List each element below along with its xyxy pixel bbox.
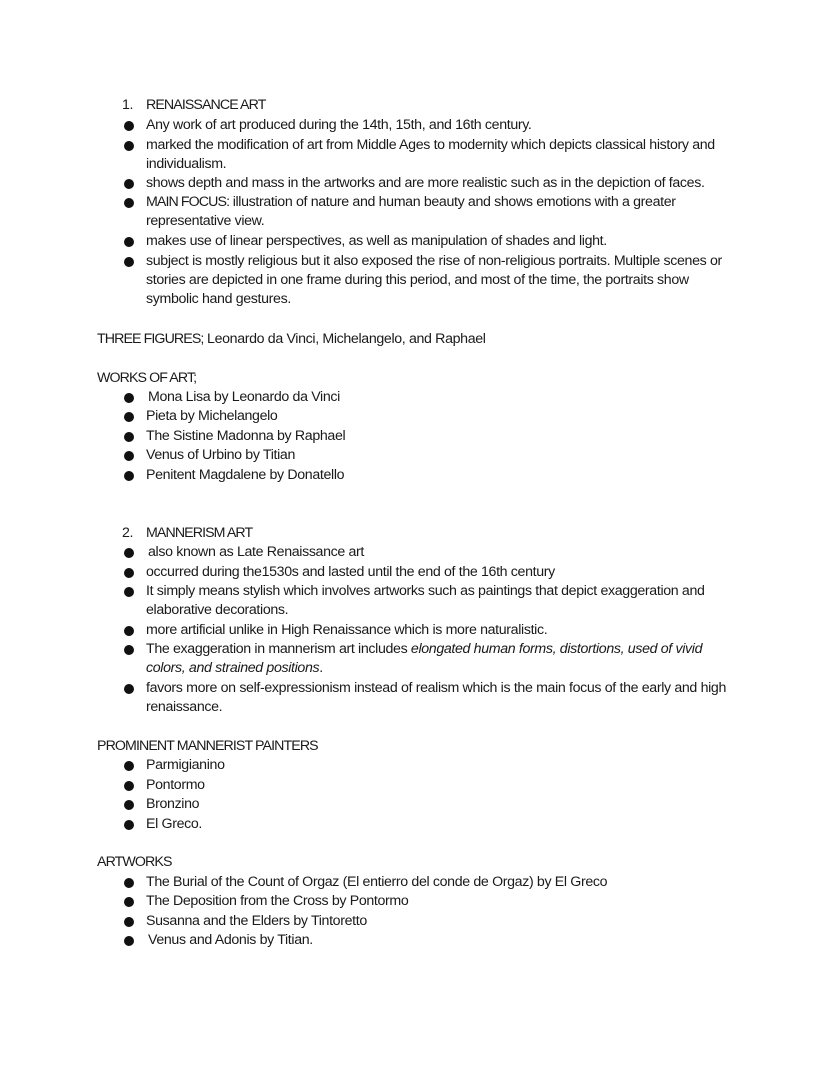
bullet-icon [124, 179, 134, 189]
bullet-icon [124, 917, 134, 927]
list-item: Venus and Adonis by Titian. [148, 932, 313, 948]
bullet-icon [124, 237, 134, 247]
list-item: occurred during the1530s and lasted until the end of the 16th century [146, 564, 555, 580]
bullet-icon [124, 198, 134, 208]
list-item: shows depth and mass in the artworks and are more realistic such as in the depiction of faces. [146, 175, 705, 191]
bullet-icon [124, 684, 134, 694]
bullet-icon [124, 412, 134, 422]
list-item: Parmigianino [146, 757, 225, 773]
three-figures-text: Leonardo da Vinci, Michelangelo, and Raphael [203, 331, 486, 347]
bullet-icon [124, 626, 134, 636]
main-focus-label: MAIN FOCUS: [146, 194, 230, 210]
bullet-icon [124, 257, 134, 267]
works-of-art-label: WORKS OF ART; [97, 370, 197, 386]
list-item: Bronzino [146, 796, 200, 812]
list-item: subject is mostly religious but it also exposed the rise of non-religious portraits. Multiple scenes or stories are depicted in one frame during this period, and most of the time, the portraits show symbolic hand gestures. [146, 253, 722, 307]
section-title: MANNERISM ART [146, 525, 253, 541]
list-item: makes use of linear perspectives, as well as manipulation of shades and light. [146, 233, 607, 249]
list-item: Mona Lisa by Leonardo da Vinci [148, 389, 340, 405]
list-item: Penitent Magdalene by Donatello [146, 467, 345, 483]
bullet-icon [124, 587, 134, 597]
list-item: Any work of art produced during the 14th, 15th, and 16th century. [146, 117, 532, 133]
artworks-label: ARTWORKS [97, 854, 172, 870]
list-item: Susanna and the Elders by Tintoretto [146, 913, 367, 929]
bullet-icon [124, 471, 134, 481]
bullet-icon [124, 393, 134, 403]
bullet-icon [124, 781, 134, 791]
bullet-icon [124, 761, 134, 771]
list-item [146, 193, 738, 231]
bullet-icon [124, 548, 134, 558]
list-item: more artificial unlike in High Renaissance which is more naturalistic. [146, 622, 548, 638]
section-number: 2. [122, 525, 134, 541]
bullet-icon [124, 432, 134, 442]
section-heading-renaissance [122, 96, 265, 115]
bullet-icon [124, 645, 134, 655]
list-item: The Burial of the Count of Orgaz (El entierro del conde de Orgaz) by El Greco [146, 874, 608, 890]
bullet-icon [124, 878, 134, 888]
three-figures-label: THREE FIGURES; [97, 331, 204, 347]
exaggeration-italic: elongated human forms, distortions, used of vivid colors, and strained positions [146, 641, 703, 676]
bullet-icon [124, 897, 134, 907]
list-item [146, 640, 738, 678]
list-item: El Greco. [146, 816, 202, 832]
exaggeration-text: The exaggeration in mannerism art includes [146, 641, 411, 657]
bullet-icon [124, 820, 134, 830]
bullet-icon [124, 451, 134, 461]
prominent-painters-label: PROMINENT MANNERIST PAINTERS [97, 738, 318, 754]
main-focus-text: illustration of nature and human beauty and shows emotions with a greater representative view. [146, 194, 676, 229]
list-item: Venus of Urbino by Titian [146, 447, 295, 463]
bullet-icon [124, 936, 134, 946]
list-item: marked the modification of art from Middle Ages to modernity which depicts classical history and individualism. [146, 137, 715, 172]
list-item: Pontormo [146, 777, 205, 793]
bullet-icon [124, 800, 134, 810]
bullet-icon [124, 568, 134, 578]
list-item: favors more on self-expressionism instead of realism which is the main focus of the early and high renaissance. [146, 680, 726, 715]
bullet-icon [124, 141, 134, 151]
list-item: It simply means stylish which involves artworks such as paintings that depict exaggeration and elaborative decorations. [146, 583, 705, 618]
bullet-icon [124, 121, 134, 131]
section-title: RENAISSANCE ART [146, 97, 266, 113]
list-item: The Sistine Madonna by Raphael [146, 428, 346, 444]
three-figures-line [97, 330, 486, 349]
list-item: The Deposition from the Cross by Pontormo [146, 893, 409, 909]
exaggeration-tail: . [319, 660, 323, 676]
section-number: 1. [122, 97, 134, 113]
list-item: also known as Late Renaissance art [148, 544, 365, 560]
list-item: Pieta by Michelangelo [146, 408, 278, 424]
section-heading-mannerism [122, 524, 252, 543]
